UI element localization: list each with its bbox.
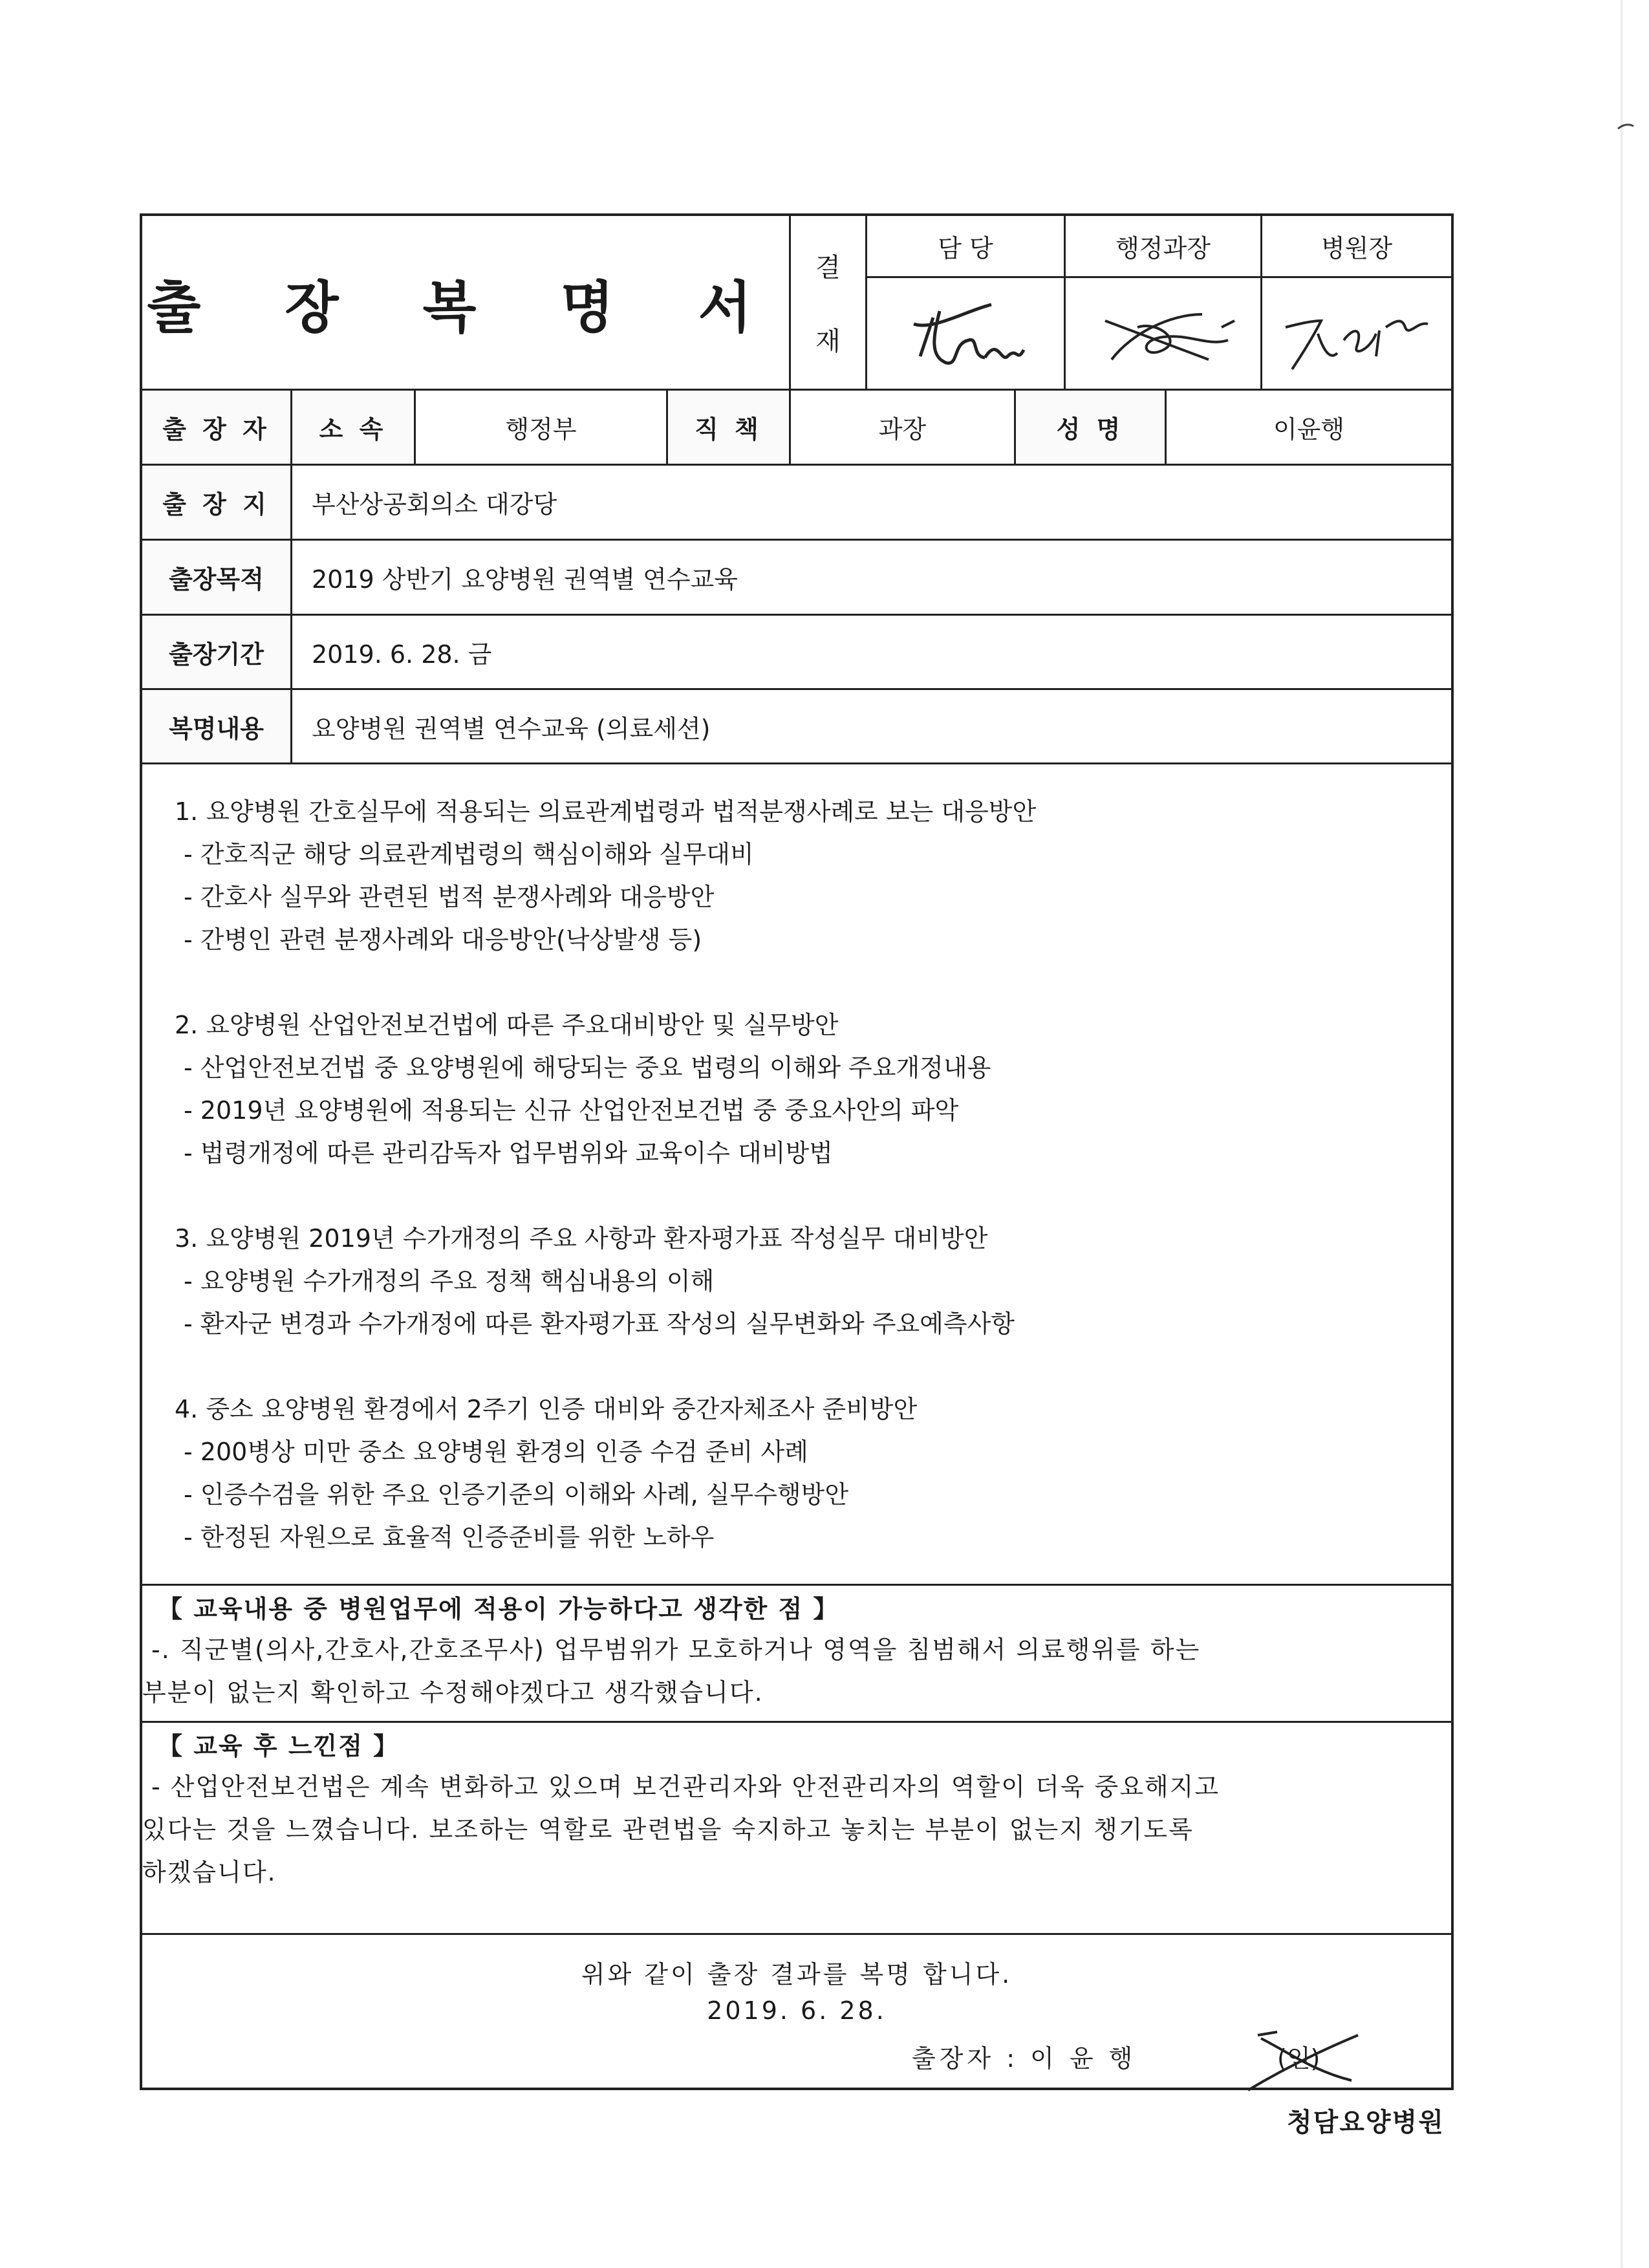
section-3 — [175, 1217, 1451, 1345]
approval-director-role: 병원장 — [1262, 216, 1451, 278]
period-value: 2019. 6. 28. 금 — [312, 640, 492, 669]
closing-block — [142, 1935, 1451, 2088]
section-item: - 간호직군 해당 의료관계법령의 핵심이해와 실무대비 — [184, 840, 754, 869]
applicable-points — [142, 1586, 1451, 1723]
title-block — [142, 216, 1451, 391]
approval-label-bottom: 재 — [815, 326, 841, 356]
position-value: 과장 — [791, 391, 1016, 464]
seal-label: (인) — [1277, 2044, 1320, 2073]
section-item: - 한정된 자원으로 효율적 인증준비를 위한 노하우 — [184, 1523, 715, 1551]
position-label: 직 책 — [668, 391, 791, 464]
signature-staff — [867, 278, 1064, 389]
report-row — [142, 690, 1451, 764]
closing-traveler: 출장자 : 이 윤 행 — [912, 2044, 1137, 2073]
section-item: - 2019년 요양병원에 적용되는 신규 산업안전보건법 중 중요사안의 파악 — [184, 1096, 959, 1125]
section-1 — [175, 790, 1451, 961]
destination-label: 출 장 지 — [142, 466, 292, 539]
name-value: 이윤행 — [1273, 415, 1345, 444]
impressions-line: - 산업안전보건법은 계속 변화하고 있으며 보건관리자와 안전관리자의 역할이 더욱 중요해지고 — [151, 1773, 1220, 1801]
section-item: - 간병인 관련 분쟁사례와 대응방안(낙상발생 등) — [184, 925, 702, 954]
closing-date: 2019. 6. 28. — [707, 1996, 887, 2025]
section-item: - 요양병원 수가개정의 주요 정책 핵심내용의 이해 — [184, 1267, 715, 1295]
approval-admin-manager-role: 행정과장 — [1066, 216, 1260, 278]
approval-director — [1262, 216, 1451, 389]
applicable-line: -. 직군별(의사,간호사,간호조무사) 업무범위가 모호하거나 영역을 침범해서 의료행위를 하는 — [151, 1636, 1201, 1664]
scan-mark — [1617, 120, 1636, 133]
section-item: - 산업안전보건법 중 요양병원에 해당되는 중요 법령의 이해와 주요개정내용 — [184, 1053, 991, 1082]
period-row — [142, 616, 1451, 690]
section-item: - 환자군 변경과 수가개정에 따른 환자평가표 작성의 실무변화와 주요예측사항 — [184, 1310, 1015, 1338]
traveler-label: 출 장 자 — [142, 391, 292, 464]
name-label: 성 명 — [1016, 391, 1167, 464]
approval-label — [791, 216, 867, 389]
report-content — [142, 764, 1451, 1586]
section-item: - 간호사 실무와 관련된 법적 분쟁사례와 대응방안 — [184, 883, 715, 911]
approval-label-top: 결 — [815, 253, 841, 283]
section-2 — [175, 1004, 1451, 1174]
section-heading: 1. 요양병원 간호실무에 적용되는 의료관계법령과 법적분쟁사례로 보는 대응방안 — [175, 797, 1037, 826]
section-heading: 3. 요양병원 2019년 수가개정의 주요 사항과 환자평가표 작성실무 대비방안 — [175, 1224, 988, 1253]
approval-staff-role: 담 당 — [867, 216, 1064, 278]
hospital-name: 청담요양병원 — [1287, 2108, 1445, 2137]
signature-admin-manager — [1066, 278, 1260, 389]
page-edge — [1621, 0, 1623, 2268]
approval-staff — [867, 216, 1066, 389]
purpose-row — [142, 541, 1451, 616]
report-label: 복명내용 — [142, 690, 292, 762]
purpose-label: 출장목적 — [142, 541, 292, 614]
impressions-heading: 【 교육 후 느낀점 】 — [158, 1732, 400, 1760]
approval-admin-manager — [1066, 216, 1262, 389]
document-title: 출 장 복 명 서 — [142, 216, 791, 389]
destination-value: 부산상공회의소 대강당 — [312, 490, 557, 519]
period-label: 출장기간 — [142, 616, 292, 688]
destination-row — [142, 466, 1451, 541]
applicable-heading: 【 교육내용 중 병원업무에 적용이 가능하다고 생각한 점 】 — [158, 1595, 839, 1623]
closing-statement: 위와 같이 출장 결과를 복명 합니다. — [581, 1960, 1013, 1989]
affiliation-value: 행정부 — [416, 391, 668, 464]
section-4 — [175, 1388, 1451, 1559]
business-trip-report — [140, 213, 1454, 2090]
section-item: - 인증수검을 위한 주요 인증기준의 이해와 사례, 실무수행방안 — [184, 1480, 849, 1509]
impressions-line: 있다는 것을 느꼈습니다. 보조하는 역할로 관련법을 숙지하고 놓치는 부분이 없는지 챙기도록 — [142, 1815, 1194, 1844]
section-item: - 법령개정에 따른 관리감독자 업무범위와 교육이수 대비방법 — [184, 1139, 833, 1167]
report-value: 요양병원 권역별 연수교육 (의료세션) — [312, 714, 711, 743]
seal-with-signature — [1242, 2032, 1364, 2090]
affiliation-label: 소 속 — [292, 391, 416, 464]
impressions-line: 하겠습니다. — [142, 1858, 277, 1886]
impressions — [142, 1723, 1451, 1935]
applicable-line: 부분이 없는지 확인하고 수정해야겠다고 생각했습니다. — [142, 1678, 764, 1707]
section-item: - 200병상 미만 중소 요양병원 환경의 인증 수검 준비 사례 — [184, 1438, 808, 1466]
signature-director — [1262, 278, 1451, 389]
section-heading: 4. 중소 요양병원 환경에서 2주기 인증 대비와 중간자체조사 준비방안 — [175, 1395, 918, 1423]
section-heading: 2. 요양병원 산업안전보건법에 따른 주요대비방안 및 실무방안 — [175, 1011, 839, 1039]
traveler-row — [142, 391, 1451, 466]
purpose-value: 2019 상반기 요양병원 권역별 연수교육 — [312, 565, 738, 594]
